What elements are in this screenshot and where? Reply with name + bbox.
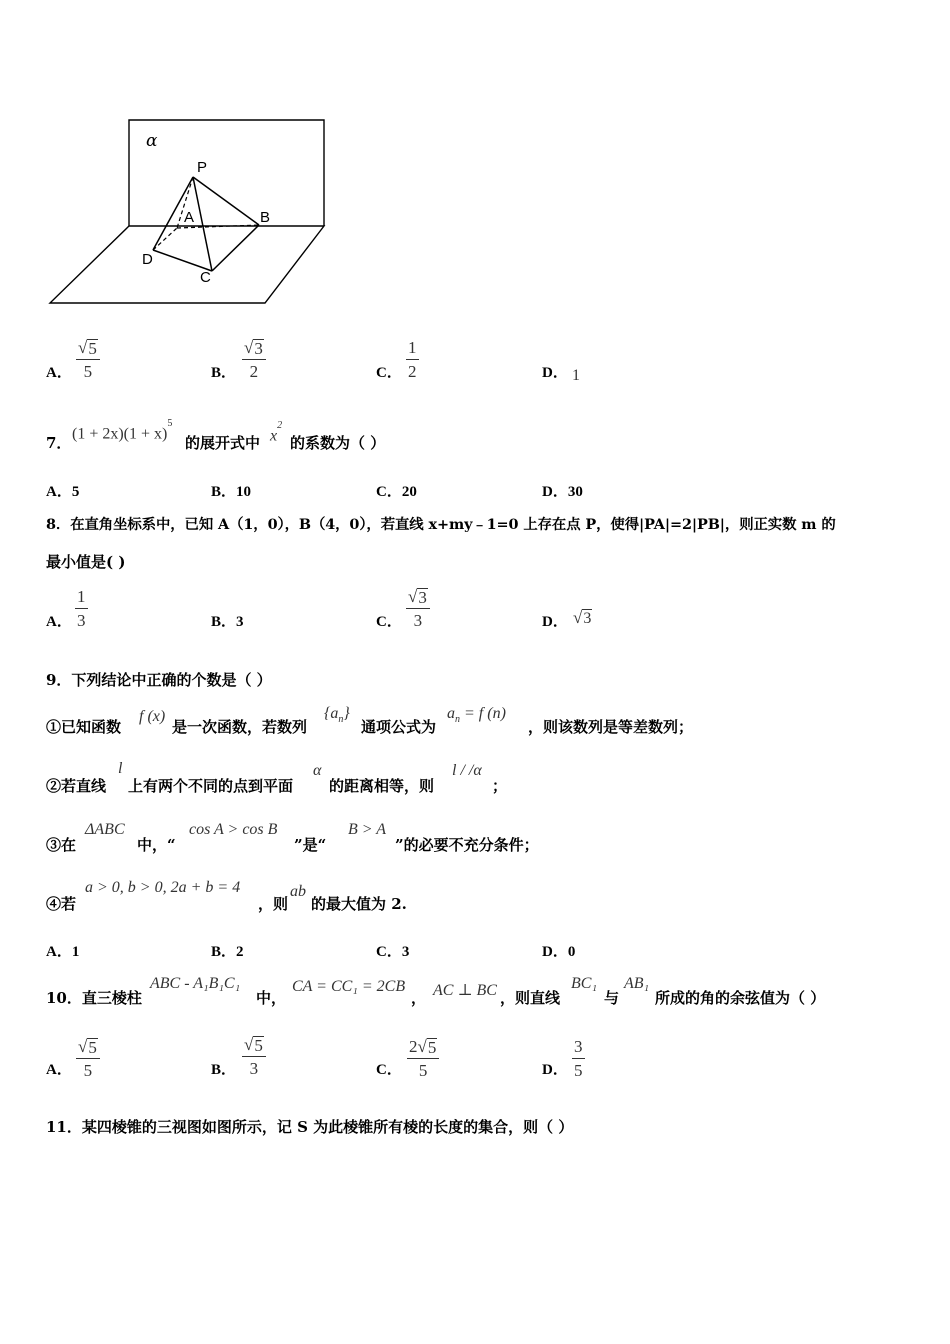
point-label-a: A [184,209,195,226]
q9-s3-triangle: ΔABC [85,821,125,838]
q10-c: ， [411,989,427,1007]
q7-expression: $(1 + 2x)(1 + x)^5$ [72,418,173,443]
point-label-c: C [200,269,211,286]
q9-s1-formula: $a_n = f$ (n) [447,705,506,726]
q7-option-c: C．20 [376,484,417,500]
q9-s4-a: ④若 [46,895,77,913]
q8-option-b: B．3 [211,614,244,630]
q9-s4-condition: a > 0, b > 0, 2a + b = 4 [85,879,241,896]
q9-s1-f: f (x) [139,708,166,725]
q9-s2-relation: l / /α [452,762,482,779]
q9-s4-ab: ab [290,883,306,900]
q6-option-d-label: D． [542,365,568,381]
q10-option-a-value: √ 5 5 [76,1036,100,1083]
q9-s2-d: ； [492,777,508,795]
q10-line2: AB₁ [624,975,650,992]
q9-s3-cond2: B > A [348,821,387,838]
q8-option-d-value: √ 3 [573,608,592,627]
q6-option-b-value: √ 3 2 [242,337,266,384]
q8-option-c-label: C． [376,614,402,630]
q10-prism: ABC - A₁B₁C₁ [150,975,241,992]
q10-cond1: CA = CC₁ = 2CB [292,978,406,995]
q10-option-c-value: 2 √ 5 5 [407,1036,439,1083]
q6-option-c-label: C． [376,365,402,381]
q10-e: 与 [604,989,620,1007]
q8-line-1: 8．在直角坐标系中，已知 A（1，0），B（4，0），若直线 x+my﹣1=0 上存在点 P，使得|PA|=2|PB|，则正实数 m 的 [46,516,836,533]
q9-s1-a: ①已知函数 [46,718,122,736]
q9-s3-cond1: cos A > cos B [189,821,278,838]
q7-option-d: D．30 [542,484,583,500]
q10-line1: BC₁ [571,975,598,992]
point-label-p: P [197,159,208,176]
q9-option-c: C．3 [376,944,410,960]
point-label-d: D [142,251,153,268]
q9-s3-c: ”是“ [294,836,327,854]
q7-tail-text: 的系数为（ ） [290,434,386,452]
q11-text: 11．某四棱锥的三视图如图所示，记 S 为此棱锥所有棱的长度的集合，则（ ） [46,1118,574,1136]
q8-option-a-value: 1 3 [77,587,86,630]
q9-s3-b: 中，“ [137,836,176,854]
q9-s4-b: ，则 [258,895,289,913]
plane-label: α [146,131,158,151]
q10-option-d-value: 3 5 [574,1037,583,1080]
q8-option-d-label: D． [542,614,568,630]
q7-option-a: A．5 [46,484,80,500]
q10-option-a-label: A． [46,1062,72,1078]
q10-option-d-label: D． [542,1062,568,1078]
q10-f: 所成的角的余弦值为（ ） [655,989,826,1007]
q9-s3-a: ③在 [46,836,77,854]
q6-option-a-value: √ 5 5 [76,337,100,384]
pyramid-figure [40,110,340,310]
point-label-b: B [260,209,271,226]
q8-line-2: 最小值是( ) [46,553,126,571]
q9-s1-d: ，则该数列是等差数列； [528,718,694,736]
q9-s2-alpha: α [313,762,322,779]
q9-s2-b: 上有两个不同的点到平面 [128,777,294,795]
q9-s1-c: 通项公式为 [361,718,437,736]
q7-term: $x^2$ [270,420,283,445]
q6-option-d-value: 1 [572,367,580,384]
q6-option-c-value: 1 2 [408,338,417,381]
q9-option-a: A．1 [46,944,80,960]
q9-s2-a: ②若直线 [46,777,107,795]
q10-option-c-label: C． [376,1062,402,1078]
q9-s1-b: 是一次函数，若数列 [172,718,308,736]
q6-option-a-label: A． [46,365,72,381]
q7-mid-text: 的展开式中 [185,434,261,452]
q9-s3-d: ”的必要不充分条件； [395,836,539,854]
q10-option-b-value: √ 5 3 [242,1034,266,1081]
q9-s2-l: l [118,760,123,777]
q8-option-a-label: A． [46,614,72,630]
q6-option-b-label: B． [211,365,237,381]
q10-cond2: AC ⊥ BC [433,982,497,999]
q7-number: 7． [46,434,72,452]
q7-option-b: B．10 [211,484,252,500]
q10-option-b-label: B． [211,1062,237,1078]
q9-option-b: B．2 [211,944,244,960]
q9-s1-seq: $\{a_n\}$ [324,705,350,726]
q9-s4-c: 的最大值为 2. [311,895,407,913]
q8-option-c-value: √ 3 3 [406,586,430,633]
q10-d: ，则直线 [500,989,561,1007]
q9-s2-c: 的距离相等，则 [329,777,435,795]
q9-stem: 9．下列结论中正确的个数是（ ） [46,671,272,689]
q9-option-d: D．0 [542,944,576,960]
q10-a: 10．直三棱柱 [46,989,142,1007]
q10-b: 中， [256,989,287,1007]
